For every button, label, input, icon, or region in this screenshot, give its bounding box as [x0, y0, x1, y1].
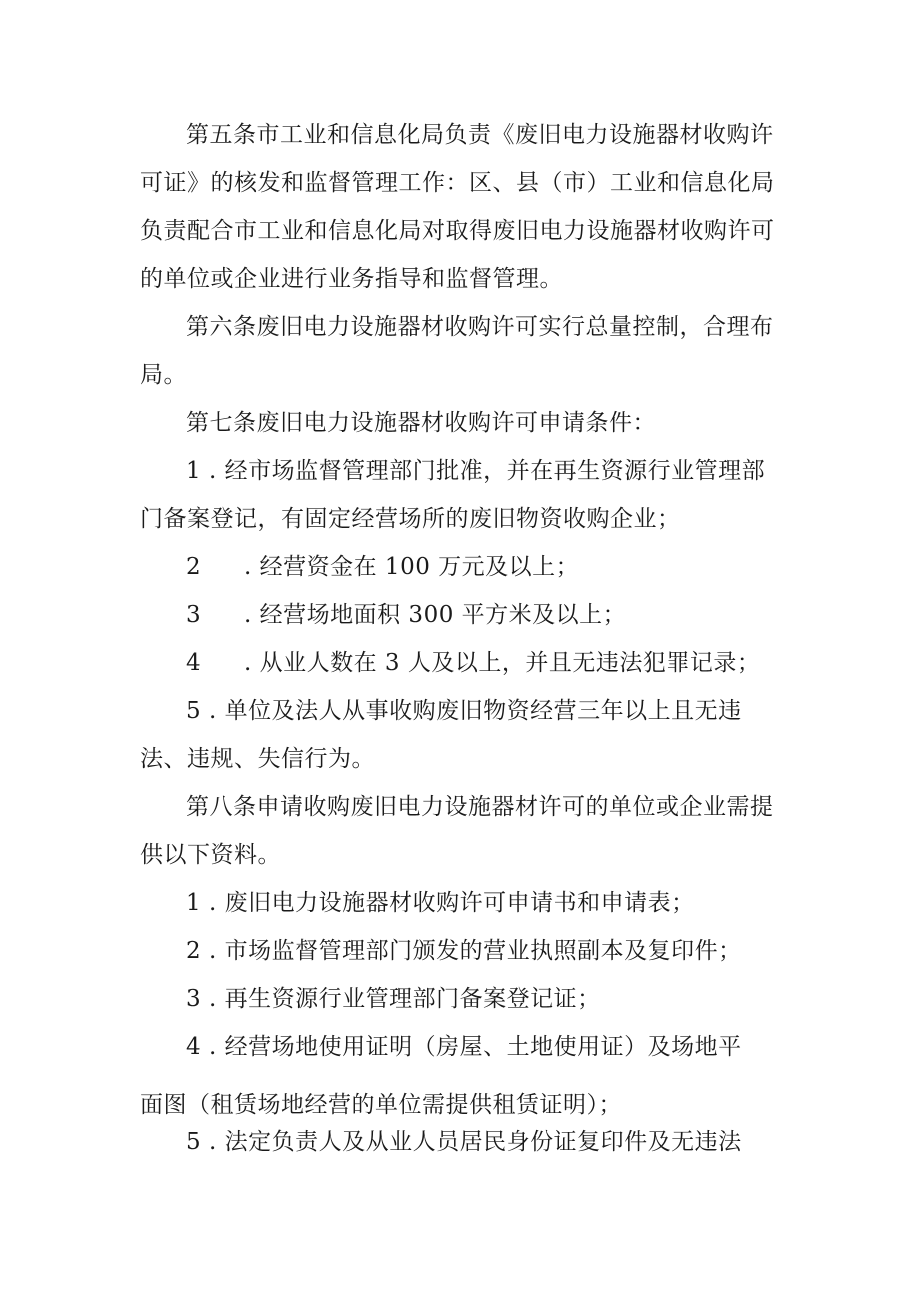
article-8-item-4-line-1: 4 . 经营场地使用证明（房屋、土地使用证）及场地平 — [186, 1034, 742, 1060]
article-7-item-4-text: . 从业人数在 3 人及以上，并且无违法犯罪记录； — [244, 650, 761, 676]
article-7-item-2-number: 2 — [186, 554, 201, 580]
article-7-item-3-text: . 经营场地面积 300 平方米及以上； — [244, 602, 627, 628]
article-7-item-3-number: 3 — [186, 602, 201, 628]
article-7-heading: 第七条废旧电力设施器材收购许可申请条件： — [186, 410, 656, 436]
article-7-item-5: 5 . 单位及法人从事收购废旧物资经营三年以上且无违法、违规、失信行为。 — [140, 698, 742, 772]
article-5-paragraph: 第五条市工业和信息化局负责《废旧电力设施器材收购许可证》的核发和监督管理工作：区、县（市）工业和信息化局负责配合市工业和信息化局对取得废旧电力设施器材收购许可的单位或企业进行业务指导和监督管理。 — [140, 122, 775, 292]
article-8-item-4-line-2: 面图（租赁场地经营的单位需提供租赁证明）； — [140, 1092, 622, 1118]
article-6-paragraph: 第六条废旧电力设施器材收购许可实行总量控制，合理布局。 — [140, 314, 774, 388]
article-8-item-3: 3 . 再生资源行业管理部门备案登记证； — [186, 986, 601, 1012]
article-8-item-1: 1 . 废旧电力设施器材收购许可申请书和申请表； — [186, 890, 695, 916]
article-8-item-2: 2 . 市场监督管理部门颁发的营业执照副本及复印件； — [186, 938, 742, 964]
article-7-item-4-number: 4 — [186, 650, 201, 676]
article-7-item-2-text: . 经营资金在 100 万元及以上； — [244, 554, 580, 580]
article-8-heading: 第八条申请收购废旧电力设施器材许可的单位或企业需提供以下资料。 — [140, 794, 774, 868]
article-8-item-5: 5 . 法定负责人及从业人员居民身份证复印件及无违法 — [186, 1129, 742, 1155]
article-7-item-1: 1 . 经市场监督管理部门批准，并在再生资源行业管理部门备案登记，有固定经营场所的废旧物资收购企业； — [140, 458, 766, 532]
